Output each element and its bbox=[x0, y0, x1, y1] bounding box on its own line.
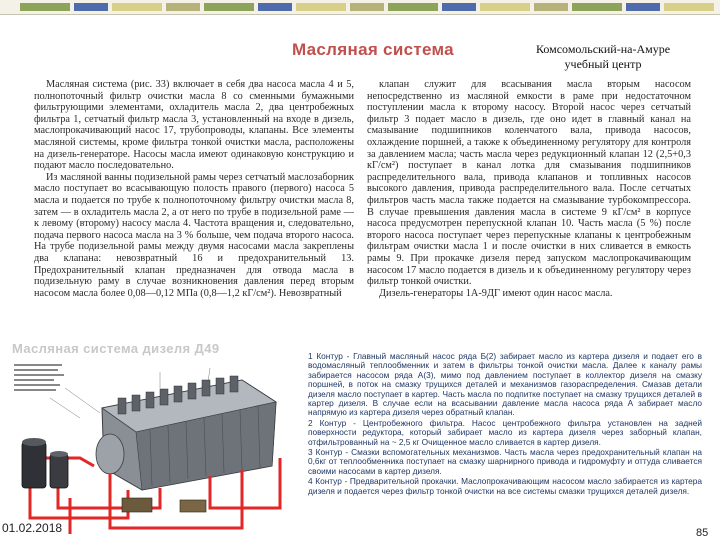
slide-title: Масляная система bbox=[292, 40, 454, 59]
note-contour-3: 3 Контур - Смазки вспомогательных механизмов. Часть масла через предохранительный клапан на 0,6кг от теплообменника поступает на смазку шарнирного привода и гидромуфту и оттуда сливается своими насосами в картер дизеля. bbox=[308, 447, 702, 476]
diagram-legend bbox=[14, 364, 64, 391]
contour-notes bbox=[308, 352, 702, 528]
heat-exchanger bbox=[122, 498, 206, 512]
organization-label: Комсомольский-на-Амуре учебный центр bbox=[535, 42, 671, 71]
paragraph: Из масляной ванны подизельной рамы через сетчатый маслозаборник масло поступает во всасывающую полость правого (первого) насоса 5 масла и подается по трубе к полнопоточному фильтру очистки масла 8, затем — в охладитель масла 2, а от него по трубе в подизельной раме — к левому (второму) насосу масла 4. Частота вращения и, следовательно, подача первого насоса масла на 3 % больше, чем подача второго насоса. На трубе подизельной рамы между двумя насосами масла закреплены два клапана: невозвратный 16 и предохранительный 13. Предохранительный клапан предназначен для отвода масла в подизельную раму в случае возникновения давления перед вторым насосом масла более 0,08—0,12 МПа (0,8—1,2 кГ/см²). Невозвратный bbox=[34, 171, 354, 299]
oil-system-diagram bbox=[10, 358, 306, 536]
paragraph: клапан служит для всасывания масла вторым насосом непосредственно из масляной емкости в раме при недостаточном поступлении масла к второму насосу. Второй насос через сетчатый фильтр 3 подает масло в дизель, где оно идет в главный канал на смазывание подшипников коленчатого вала, привода насосов, охлаждение поршней, а также к объединенному регулятору для контроля за давлением масла; часть масла через редукционный клапан 12 (2,5+0,3 кГ/см²) поступает в канал лотка для смазывания подшипников распределительного вала, привода клапанов и топливных насосов высокого давления, привода распределительного вала. После сетчатых фильтров часть масла также подается на смазывание турбокомпрессора. В случае превышения давления масла в системе 9 кГ/см² в корпусе насоса предусмотрен перепускной клапан 10. Часть масла (5 %) после второго насоса поступает через перепускные клапаны к центробежным фильтрам очистки масла 1 и после очистки в них сливается в емкость рамы 9. При прокачке дизеля перед запуском маслопрокачивающим насосом 17 масло подается в дизель и к объединенному регулятору через фильтр тонкой очистки. bbox=[367, 79, 691, 288]
body-text-right bbox=[367, 79, 691, 349]
paragraph: Масляная система (рис. 33) включает в себя два насоса масла 4 и 5, полнопоточный фильтр очистки масла 8 со сменными бумажными фильтрующими элементами, охладитель масла 2, два центробежных фильтра 1, сетчатый фильтр масла 3, установленный на входе в дизель, маслопрокачивающий насос 17, трубопроводы, клапаны. Все элементы масляной системы, кроме фильтра тонкой очистки масла, расположены на дизель-генераторе. Насосы масла имеют одинаковую конструкцию и подают масло последовательно. bbox=[34, 79, 354, 172]
paragraph: Дизель-генераторы 1А-9ДГ имеют один насос масла. bbox=[379, 287, 613, 299]
page-number: 85 bbox=[696, 527, 709, 539]
note-contour-1: 1 Контур - Главный масляный насос ряда Б(2) забирает масло из картера дизеля и подает его в водомасляный теплообменник и затем в фильтры тонкой очистки масла. Далее к каналу рамы забирается насосом ряда А(3), мимо под давлением поступает в коллектор дизеля на смазку поршней, в поток на смазку трущихся деталей и механизмов газораспределения. Смазав детали дизеля масло поступает в картер. Часть масла по подпитке поступает на смазку трущихся деталей в картер дизеля. В случае если на всасывании давление масла насоса ряда А забирает масло напрямую из картера дизеля через обратный клапан. bbox=[308, 352, 702, 418]
oil-filter-tanks bbox=[22, 438, 68, 488]
body-text-left bbox=[34, 79, 354, 349]
slide-date: 01.02.2018 bbox=[2, 521, 63, 535]
decorative-top-strip bbox=[0, 0, 720, 15]
diesel-engine-block bbox=[96, 376, 276, 490]
note-contour-2: 2 Контур - Центробежного фильтра. Насос центробежного фильтра установлен на задней поверхности редуктора, который забирает масло из картера дизеля через заборный клапан, отфильтрованный на ~ 2,5 кг Очищенное масло сливается в картер дизеля. bbox=[308, 417, 702, 447]
note-contour-4: 4 Контур - Предварительной прокачки. Маслопрокачивающим насосом масло забирается из картера дизеля и подается через фильтр тонкой очистки на все системы смазки трущихся деталей дизеля. bbox=[308, 476, 702, 496]
diagram-title: Масляная система дизеля Д49 bbox=[12, 341, 220, 356]
